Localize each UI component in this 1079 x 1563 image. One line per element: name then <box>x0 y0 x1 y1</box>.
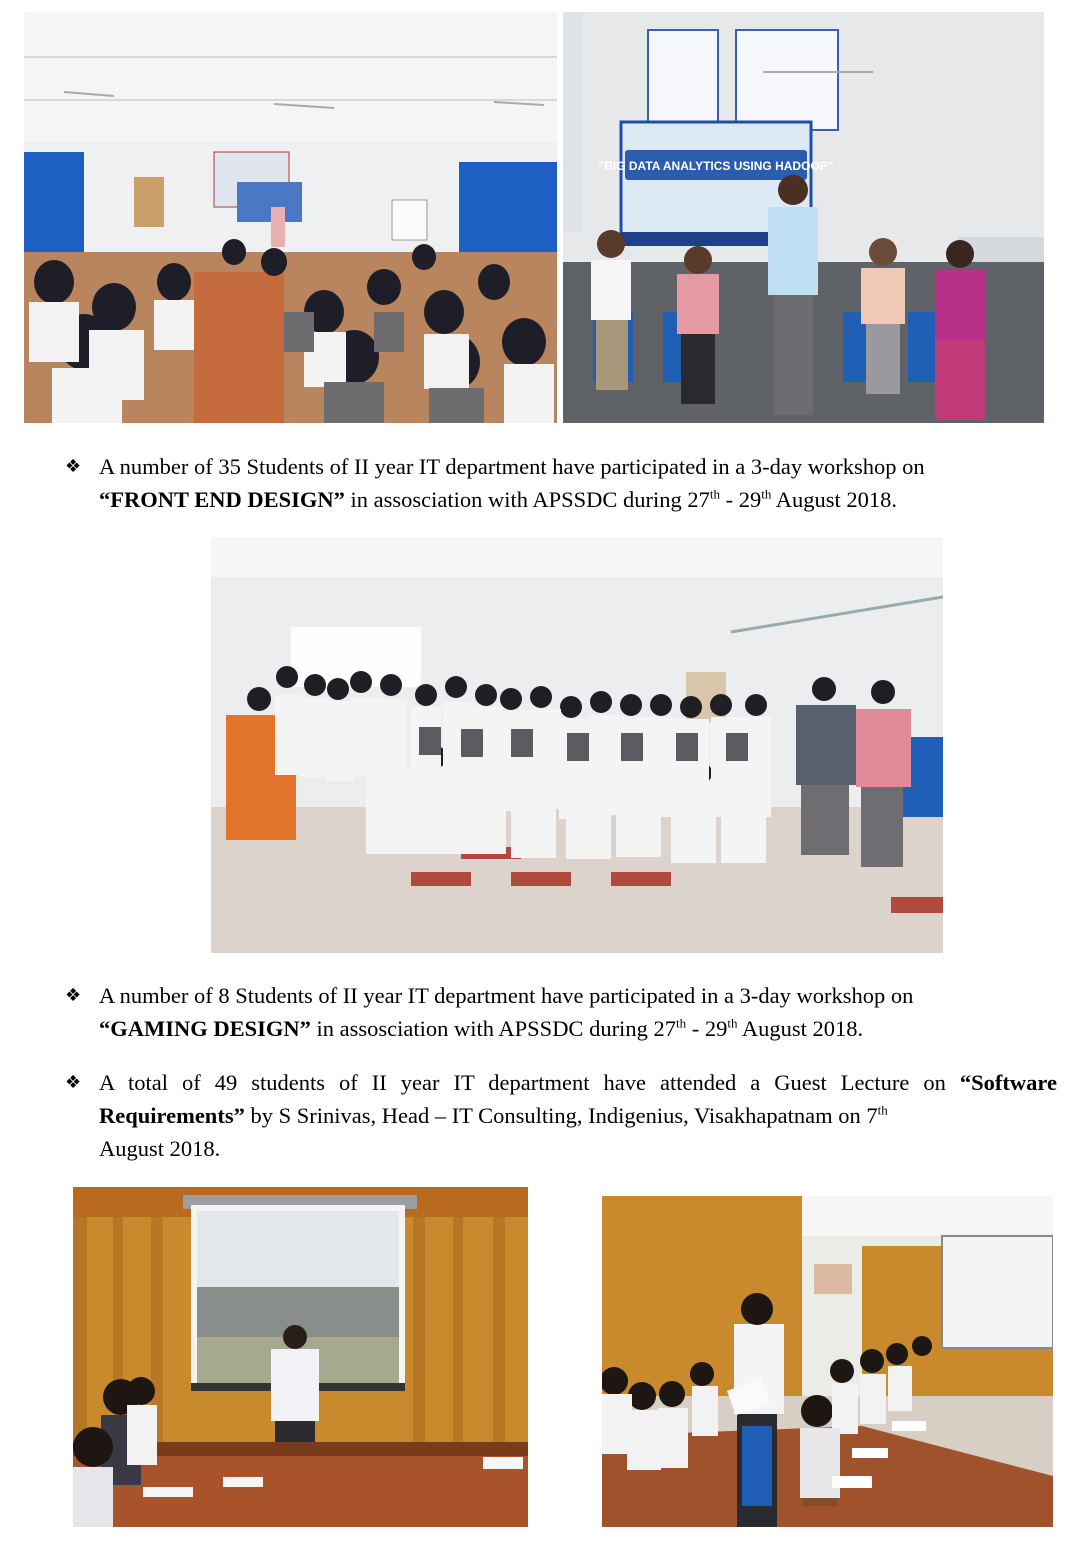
banner-title-text: "BIG DATA ANALYTICS USING HADOOP" <box>598 159 834 173</box>
paragraph-lead: A total of 49 students of II year IT department have attended a Guest Lecture on <box>99 1070 960 1095</box>
workshop-title: “GAMING DESIGN” <box>99 1016 311 1041</box>
superscript: th <box>877 1102 888 1118</box>
front-end-design-paragraph <box>65 450 1057 516</box>
paragraph-tail: August 2018. <box>771 487 898 512</box>
workshop-title: “FRONT END DESIGN” <box>99 487 345 512</box>
paragraph-tail: August 2018. <box>99 1136 221 1161</box>
front-end-design-group-photo <box>211 537 943 953</box>
computer-lab-audience-photo <box>24 12 557 423</box>
guest-lecture-paragraph <box>65 1066 1057 1165</box>
big-data-workshop-dignitaries-photo <box>563 12 1044 423</box>
paragraph-mid: in assosciation with APSSDC during 27 <box>310 1016 676 1041</box>
paragraph-mid: by S Srinivas, Head – IT Consulting, Indigenius, Visakhapatnam on 7 <box>244 1103 878 1128</box>
superscript: th <box>709 486 721 502</box>
paragraph-date-range: - 29 <box>686 1016 728 1041</box>
superscript: th <box>761 486 772 502</box>
paragraph-lead: A number of 8 Students of II year IT department have participated in a 3-day workshop on <box>99 983 914 1008</box>
paragraph-date-range: - 29 <box>720 487 762 512</box>
paragraph-tail: August 2018. <box>737 1016 864 1041</box>
paragraph-mid: in assosciation with APSSDC during 27 <box>344 487 710 512</box>
guest-lecture-projector-photo <box>73 1187 528 1527</box>
bullet-diamond-icon: ❖ <box>65 1072 82 1093</box>
guest-lecture-classroom-photo <box>602 1196 1053 1527</box>
superscript: th <box>675 1015 687 1031</box>
bullet-diamond-icon: ❖ <box>65 985 82 1006</box>
bullet-diamond-icon: ❖ <box>65 456 82 477</box>
gaming-design-paragraph <box>65 979 1057 1045</box>
superscript: th <box>727 1015 738 1031</box>
paragraph-lead: A number of 35 Students of II year IT department have participated in a 3-day workshop on <box>99 454 925 479</box>
lecture-title: “Software Requirements” <box>99 1070 1057 1128</box>
